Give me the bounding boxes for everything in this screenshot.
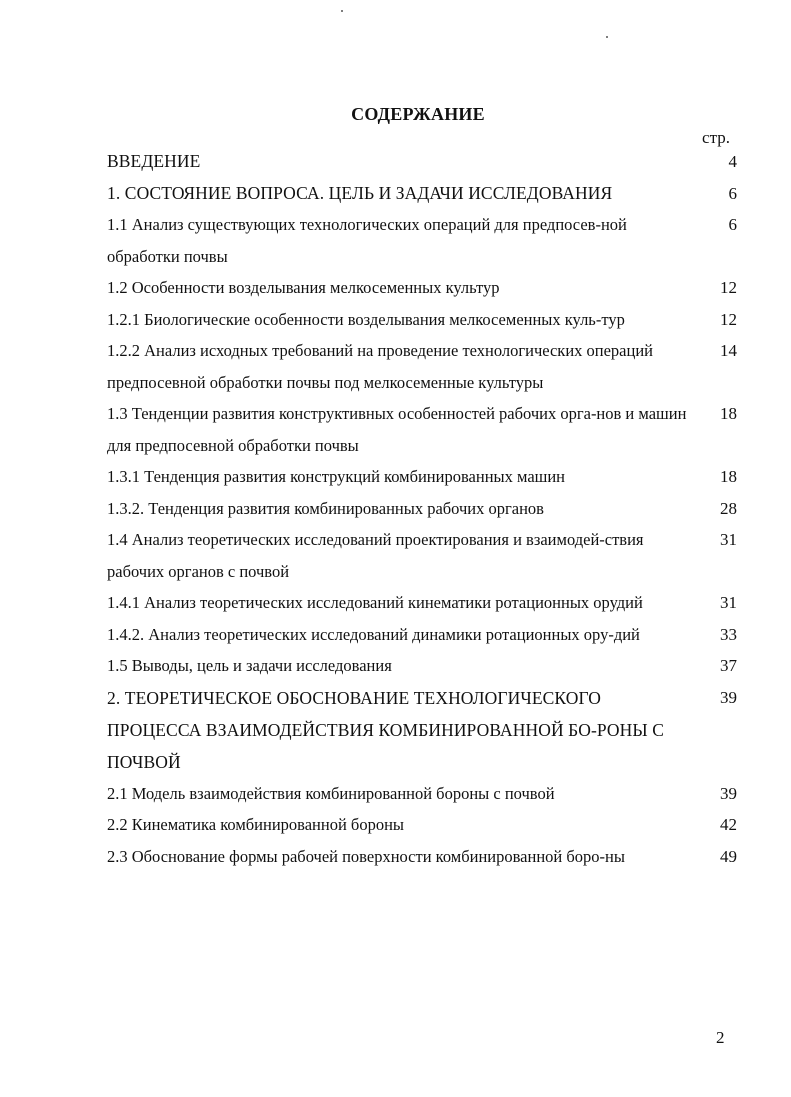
toc-entry-title: 1. СОСТОЯНИЕ ВОПРОСА. ЦЕЛЬ И ЗАДАЧИ ИССЛЕДОВАНИЯ <box>107 182 613 203</box>
toc-entry-title: 1.3.2. Тенденция развития комбинированных рабочих органов <box>107 498 544 518</box>
toc-entry-page: 49 <box>720 846 737 866</box>
toc-entry-page: 31 <box>720 530 737 549</box>
toc-entry-title: 2.3 Обоснование формы рабочей поверхности комбинированной боро-ны <box>107 846 625 866</box>
page-column-label: стр. <box>702 128 730 147</box>
toc-entry-title: 1.3.1 Тенденция развития конструкций комбинированных машин <box>107 467 566 486</box>
toc-entry-title: 1.2.2 Анализ исходных требований на проведение технологических операций предпосевной обработки почвы под мелкосеменные культуры <box>107 341 653 392</box>
toc-entry <box>107 304 737 336</box>
toc-entry-title: ВВЕДЕНИЕ <box>107 151 201 171</box>
toc-entry-title: 2.2 Кинематика комбинированной бороны <box>107 815 404 834</box>
toc-entry <box>107 841 737 873</box>
toc-entry-page: 28 <box>720 498 737 518</box>
toc-entry-page: 12 <box>720 309 737 329</box>
toc-entry-title: 2.1 Модель взаимодействия комбинированной бороны с почвой <box>107 783 555 803</box>
toc-entry <box>107 619 737 651</box>
page-number: 2 <box>716 1028 725 1047</box>
toc-entry-title: 1.3 Тенденции развития конструктивных особенностей рабочих орга-нов и машин для предпосевной обработки почвы <box>107 404 687 455</box>
toc-entry-page: 6 <box>728 215 737 234</box>
scan-speck <box>341 10 343 12</box>
toc-entry <box>107 461 737 493</box>
toc-entry-page: 4 <box>728 152 737 171</box>
toc-entry <box>107 809 737 841</box>
toc-entry-page: 37 <box>720 656 737 675</box>
toc-entry <box>107 587 737 619</box>
toc-entry-page: 6 <box>728 183 737 203</box>
toc-entry-title: 1.2.1 Биологические особенности возделывания мелкосеменных куль-тур <box>107 309 625 329</box>
toc-entry-title: 1.1 Анализ существующих технологических операций для предпосев-ной обработки почвы <box>107 215 627 266</box>
scan-speck <box>606 36 608 38</box>
toc-entry <box>107 272 737 304</box>
toc-entry <box>107 524 737 587</box>
toc-entry <box>107 493 737 525</box>
toc-entry <box>107 209 737 272</box>
toc-entry-title: 1.4.2. Анализ теоретических исследований динамики ротационных ору-дий <box>107 624 640 644</box>
toc-entry <box>107 335 737 398</box>
toc-entry-title: 1.4 Анализ теоретических исследований проектирования и взаимодей-ствия рабочих органов с почвой <box>107 530 644 581</box>
toc-entry-page: 39 <box>720 687 737 707</box>
toc-entry-title: 2. ТЕОРЕТИЧЕСКОЕ ОБОСНОВАНИЕ ТЕХНОЛОГИЧЕСКОГО ПРОЦЕССА ВЗАИМОДЕЙСТВИЯ КОМБИНИРОВАННОЙ БО-РОНЫ С ПОЧВОЙ <box>107 687 665 772</box>
toc-entry-page: 18 <box>720 467 737 486</box>
toc-entry <box>107 650 737 682</box>
toc-entry-page: 12 <box>720 278 737 297</box>
toc-entry-page: 31 <box>720 593 737 612</box>
toc-entry-title: 1.5 Выводы, цель и задачи исследования <box>107 656 392 675</box>
toc-entry-page: 18 <box>720 404 737 423</box>
toc-entry-page: 33 <box>720 624 737 644</box>
toc-entry <box>107 778 737 810</box>
toc-entry-title: 1.4.1 Анализ теоретических исследований кинематики ротационных орудий <box>107 593 643 612</box>
toc-entry-page: 39 <box>720 783 737 803</box>
toc-entry <box>107 682 737 778</box>
table-of-contents <box>107 146 737 872</box>
page-title: СОДЕРЖАНИЕ <box>351 104 485 124</box>
toc-entry <box>107 178 737 210</box>
toc-entry-page: 42 <box>720 815 737 834</box>
toc-entry <box>107 398 737 461</box>
toc-entry <box>107 146 737 178</box>
toc-entry-page: 14 <box>720 341 737 360</box>
toc-entry-title: 1.2 Особенности возделывания мелкосеменных культур <box>107 278 500 297</box>
